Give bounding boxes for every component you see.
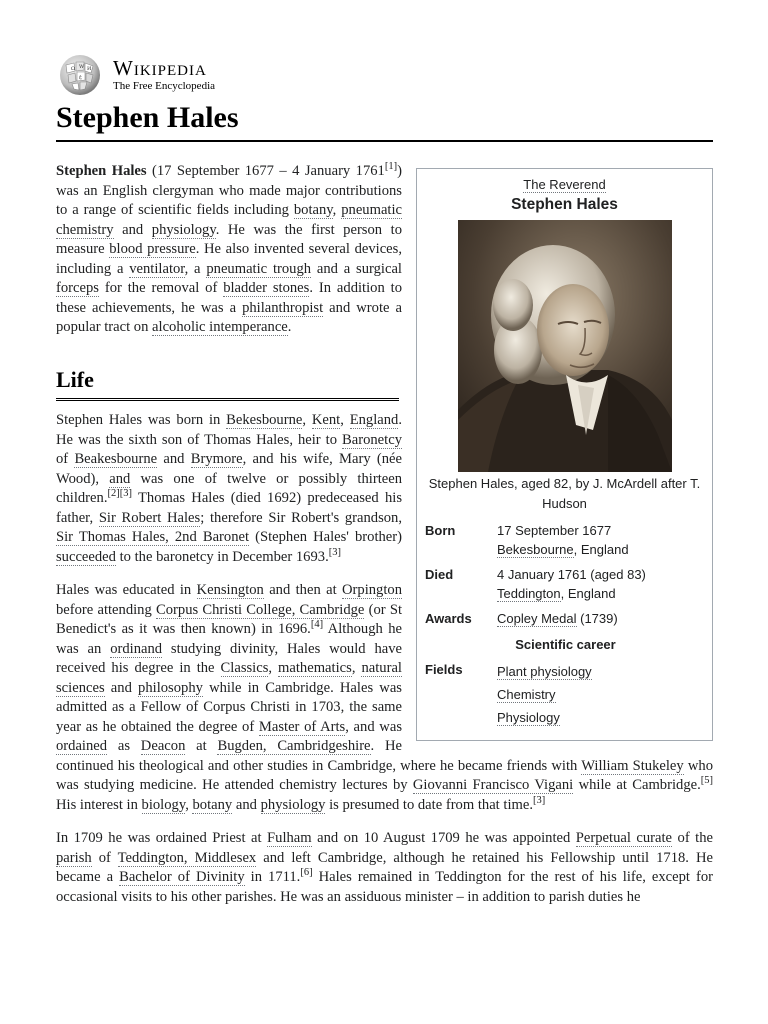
link-perpetual-curate[interactable]: Perpetual curate <box>575 830 673 847</box>
link-sir-thomas-hales[interactable]: Sir Thomas Hales, 2nd Baronet <box>56 529 250 546</box>
career-header-row <box>423 631 706 657</box>
ref-5[interactable]: [5] <box>700 775 713 787</box>
link-pneumatic-chemistry[interactable]: pneumatic chemistry <box>56 202 403 238</box>
link-and[interactable]: and <box>109 470 131 487</box>
link-kent[interactable]: Kent <box>311 412 341 429</box>
fields-row <box>423 657 706 732</box>
link-biology[interactable]: biology <box>141 796 186 813</box>
section-heading-life: Life <box>56 366 399 402</box>
ref-1[interactable]: [1] <box>384 161 398 173</box>
link-corpus-christi[interactable]: Corpus Christi College, Cambridge <box>156 601 365 618</box>
died-label: Died <box>425 567 454 582</box>
link-philanthropist[interactable]: philanthropist <box>242 299 324 316</box>
portrait-image[interactable] <box>458 220 672 472</box>
infobox <box>416 168 713 741</box>
subject-name: Stephen Hales <box>56 163 147 179</box>
link-physiology-field[interactable]: Physiology <box>497 710 560 725</box>
link-physiology-2[interactable]: physiology <box>260 796 326 813</box>
link-copley-medal[interactable]: Copley Medal <box>497 611 577 626</box>
awards-value <box>497 606 706 631</box>
infobox-above <box>423 175 706 214</box>
awards-row <box>423 606 706 631</box>
born-country: , England <box>573 542 629 557</box>
link-beakesbourne[interactable]: Beakesbourne <box>74 451 158 468</box>
fields-label: Fields <box>425 662 463 677</box>
link-sir-robert-hales[interactable]: Sir Robert Hales <box>98 509 201 526</box>
link-chemistry[interactable]: Chemistry <box>497 687 556 702</box>
link-brymore[interactable]: Brymore <box>190 451 243 468</box>
wordmark-title: Wikipedia <box>113 56 207 80</box>
life-paragraph-3: In 1709 he was ordained Priest at Fulham and on 10 August 1709 he was appointed Perpetual curate of the parish of Teddington, Middlesex and left Cambridge, although he retained his Fellowship until 1718. He became a Bachelor of Divinity in 1711.[6] Hales remained in Teddington for the rest of his life, except for occasional visits to his other parishes. He was an assiduous minister – in addition to parish duties he <box>56 830 714 905</box>
link-succeeded[interactable]: succeeded <box>56 548 116 565</box>
link-william-stukeley[interactable]: William Stukeley <box>581 757 684 774</box>
link-ordained[interactable]: ordained <box>56 738 108 755</box>
link-teddington[interactable]: Teddington <box>497 586 561 601</box>
link-master-of-arts[interactable]: Master of Arts <box>258 718 346 735</box>
ref-2-3[interactable]: [2][3] <box>107 488 132 500</box>
career-header: Scientific career <box>515 637 616 652</box>
page <box>56 52 713 921</box>
link-england[interactable]: England <box>349 412 399 429</box>
link-teddington-middlesex[interactable]: Teddington, Middlesex <box>117 849 257 866</box>
svg-text:ع: ع <box>79 74 82 80</box>
awards-year: (1739) <box>576 611 618 626</box>
site-header <box>56 52 713 98</box>
link-blood-pressure[interactable]: blood pressure <box>109 241 196 257</box>
infobox-table <box>423 518 706 732</box>
link-parish[interactable]: parish <box>56 849 92 866</box>
died-row <box>423 562 706 606</box>
ref-3[interactable]: [3] <box>328 546 341 558</box>
page-title: Stephen Hales <box>56 100 713 142</box>
link-botany-2[interactable]: botany <box>192 796 233 813</box>
link-alcoholic-intemperance[interactable]: alcoholic intemperance <box>152 319 288 335</box>
died-value <box>497 562 706 606</box>
link-ventilator[interactable]: ventilator <box>129 260 185 277</box>
wikipedia-globe-icon[interactable] <box>56 53 104 97</box>
wordmark[interactable] <box>113 58 215 92</box>
born-row <box>423 518 706 562</box>
link-pneumatic-trough[interactable]: pneumatic trough <box>206 260 312 277</box>
svg-text:W: W <box>79 64 85 70</box>
honorific-link[interactable]: The Reverend <box>523 177 606 192</box>
svg-text:Ω: Ω <box>71 66 76 72</box>
link-forceps[interactable]: forceps <box>56 280 99 296</box>
wordmark-tagline: The Free Encyclopedia <box>113 80 216 92</box>
link-bladder-stones[interactable]: bladder stones <box>223 280 310 296</box>
infobox-name: Stephen Hales <box>511 196 618 213</box>
born-label: Born <box>425 523 456 538</box>
link-orpington[interactable]: Orpington <box>342 582 402 599</box>
link-bugden[interactable]: Bugden, Cambridgeshire <box>217 738 371 755</box>
svg-text:И: И <box>87 66 92 72</box>
link-vigani[interactable]: Giovanni Francisco Vigani <box>412 777 574 794</box>
link-bekesbourne-text[interactable]: Bekesbourne <box>226 412 303 429</box>
link-classics[interactable]: Classics <box>220 660 269 677</box>
life-paragraph-1: Stephen Hales was born in Bekesbourne, Kent, England. He was the sixth son of Thomas Hales, heir to Baronetcy of Beakesbourne and Brymore, and his wife, Mary (née Wood), and was one of twelve or possibly thirteen children.[2][3] Thomas Hales (died 1692) predeceased his father, Sir Robert Hales; therefore Sir Robert's grandson, Sir Thomas Hales, 2nd Baronet (Stephen Hales' brother) succeeded to the baronetcy in December 1693.[3] <box>56 412 403 565</box>
ref-4[interactable]: [4] <box>310 619 324 631</box>
link-fulham[interactable]: Fulham <box>267 830 312 847</box>
awards-label: Awards <box>425 611 472 626</box>
link-bekesbourne[interactable]: Bekesbourne <box>497 542 574 557</box>
link-physiology[interactable]: physiology <box>151 221 216 238</box>
link-plant-physiology[interactable]: Plant physiology <box>497 664 592 679</box>
link-deacon[interactable]: Deacon <box>140 738 186 755</box>
link-ordinand[interactable]: ordinand <box>110 640 163 657</box>
died-country: , England <box>560 586 616 601</box>
link-botany[interactable]: botany <box>293 202 333 218</box>
ref-6[interactable]: [6] <box>300 867 313 879</box>
link-mathematics[interactable]: mathematics <box>278 660 352 677</box>
intro-paragraph: Stephen Hales (17 September 1677 – 4 January 1761[1]) was an English clergyman who made major contributions to a range of scientific fields including botany, pneumatic chemistry and physiology. He was the first person to measure blood pressure. He also invented several devices, including a ventilator, a pneumatic trough and a surgical forceps for the removal of bladder stones. In addition to these achievements, he was a philanthropist and wrote a popular tract on alcoholic intemperance. <box>56 161 403 335</box>
portrait-caption: Stephen Hales, aged 82, by J. McArdell after T. Hudson <box>428 476 701 511</box>
link-baronetcy[interactable]: Baronetcy <box>342 431 402 448</box>
link-philosophy[interactable]: philosophy <box>138 679 203 696</box>
born-value <box>497 518 706 562</box>
died-date: 4 January 1761 (aged 83) <box>497 567 646 582</box>
article-body <box>56 162 713 907</box>
born-date: 17 September 1677 <box>497 523 612 538</box>
link-natural-sciences[interactable]: natural sciences <box>56 660 402 696</box>
link-bachelor-of-divinity[interactable]: Bachelor of Divinity <box>119 869 245 886</box>
life-paragraph-2: Hales was educated in Kensington and then at Orpington before attending Corpus Christi College, Cambridge (or St Benedict's as it was then known) in 1696.[4] Although he was an ordinand studying divinity, Hales would have received his degree in the Classics, mathematics, natural sciences and philosophy while in Cambridge. Hales was admitted as a Fellow of Corpus Christi in 1703, the same year as he obtained the degree of Master of Arts, and was ordained as Deacon at Bugden, Cambridgeshire. He continued his theological and other studies in Cambridge, where he became friends with William Stukeley who was studying medicine. He attended chemistry lectures by Giovanni Francisco Vigani while at Cambridge.[5] His interest in biology, botany and physiology is presumed to date from that time.[3] <box>56 582 713 813</box>
ref-3-b[interactable]: [3] <box>532 794 546 806</box>
link-kensington[interactable]: Kensington <box>196 582 264 599</box>
fields-list <box>497 657 706 732</box>
